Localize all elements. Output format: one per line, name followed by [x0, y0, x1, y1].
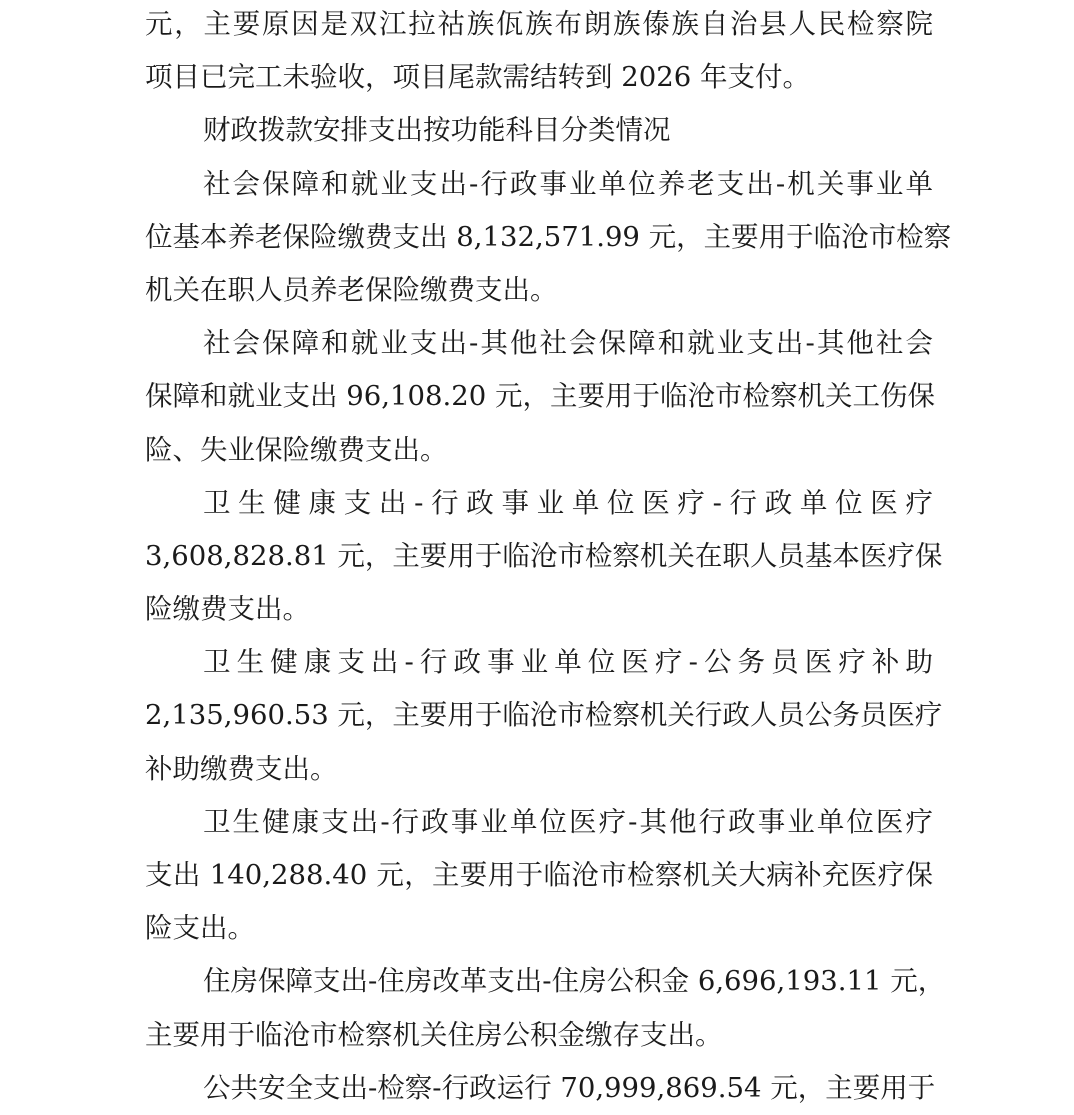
section-heading — [145, 104, 933, 157]
paragraph-other-medical — [145, 796, 933, 956]
text-line: 险支出。 — [145, 912, 255, 945]
text-line: 保障和就业支出 96,108.20 元，主要用于临沧市检察机关工伤保 — [145, 380, 935, 413]
text-line: 位基本养老保险缴费支出 8,132,571.99 元，主要用于临沧市检察 — [145, 220, 952, 253]
text-line: 主要用于临沧市检察机关住房公积金缴存支出。 — [145, 1018, 723, 1051]
text-line: 卫生健康支出-行政事业单位医疗-公务员医疗补助 — [203, 646, 933, 679]
paragraph-civil-servant-medical — [145, 636, 943, 796]
text-line: 元，主要原因是双江拉祜族佤族布朗族傣族自治县人民检察院 — [145, 8, 933, 40]
text-line: 3,608,828.81 元，主要用于临沧市检察机关在职人员基本医疗保 — [145, 539, 943, 572]
paragraph-admin-medical — [145, 477, 943, 637]
text-line: 2,135,960.53 元，主要用于临沧市检察机关行政人员公务员医疗 — [145, 699, 943, 732]
text-line: 险缴费支出。 — [145, 593, 310, 626]
text-line: 支出 140,288.40 元，主要用于临沧市检察机关大病补充医疗保 — [145, 859, 933, 891]
paragraph-pension-insurance — [145, 158, 952, 318]
text-line: 卫生健康支出-行政事业单位医疗-行政单位医疗 — [203, 486, 933, 519]
text-line: 卫生健康支出-行政事业单位医疗-其他行政事业单位医疗 — [203, 805, 933, 838]
text-line: 社会保障和就业支出-其他社会保障和就业支出-其他社会 — [203, 327, 933, 360]
paragraph-other-social-security — [145, 317, 933, 477]
text-line: 机关在职人员养老保险缴费支出。 — [145, 273, 558, 306]
paragraph-public-security-procuratorate — [145, 1062, 936, 1115]
text-line: 社会保障和就业支出-行政事业单位养老支出-机关事业单 — [203, 167, 933, 200]
heading-text: 财政拨款安排支出按功能科目分类情况 — [203, 114, 671, 147]
text-line: 住房保障支出-住房改革支出-住房公积金 6,696,193.11 元， — [203, 965, 946, 998]
document-page — [145, 0, 952, 1115]
text-line: 补助缴费支出。 — [145, 752, 338, 785]
paragraph-carryover-reason — [145, 0, 933, 104]
text-line: 公共安全支出-检察-行政运行 70,999,869.54 元，主要用于 — [203, 1071, 936, 1104]
text-line: 险、失业保险缴费支出。 — [145, 433, 448, 466]
text-line: 项目已完工未验收，项目尾款需结转到 2026 年支付。 — [145, 61, 810, 94]
paragraph-housing-fund — [145, 955, 946, 1061]
